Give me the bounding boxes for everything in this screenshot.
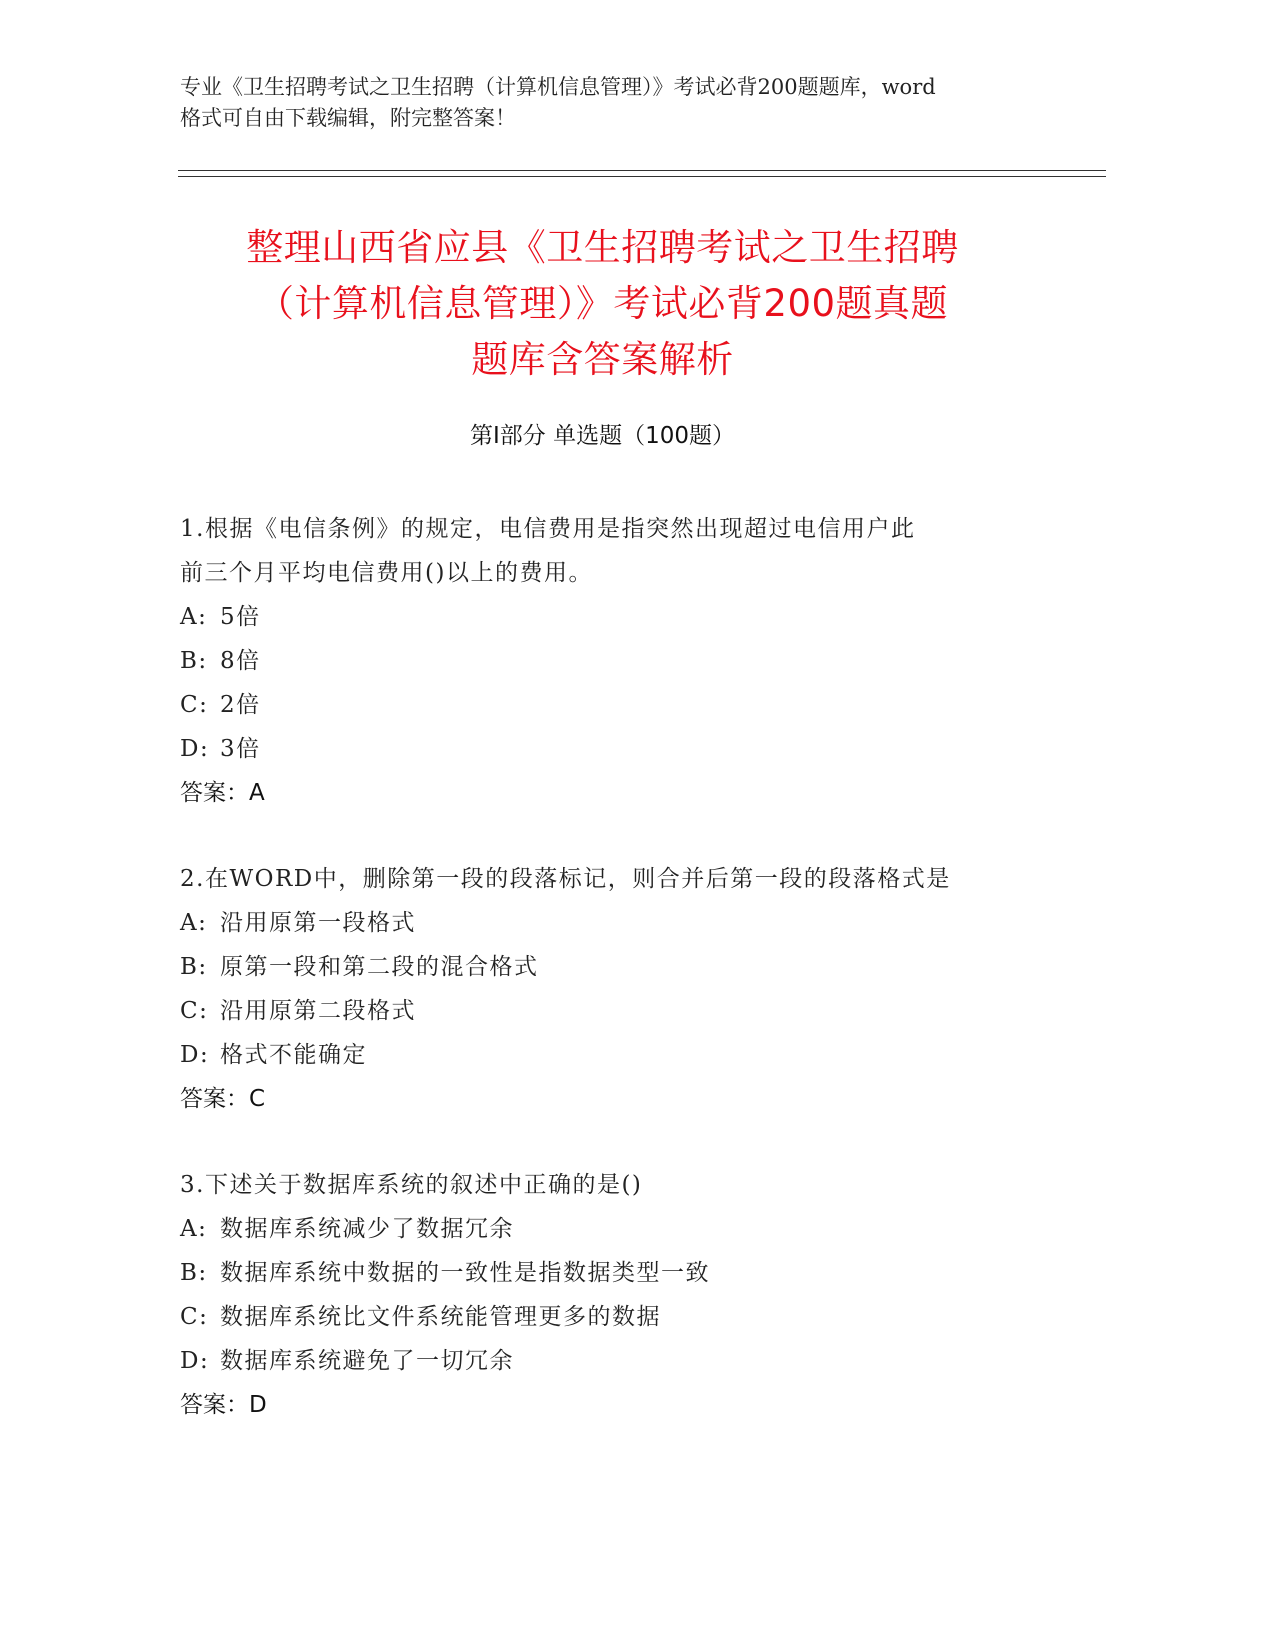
question-list [180, 507, 1060, 1469]
option-b [180, 639, 1060, 683]
option-key: C: [180, 692, 209, 718]
answer-label: 答案：C [180, 1086, 266, 1112]
option-text: 沿用原第二段格式 [220, 998, 416, 1024]
document-title [150, 220, 1055, 388]
document-header-note [180, 72, 1060, 134]
option-key: A: [180, 1216, 208, 1242]
option-key: D: [180, 1042, 210, 1068]
option-text: 5倍 [220, 604, 261, 630]
option-text: 数据库系统避免了一切冗余 [220, 1348, 514, 1374]
answer-label: 答案：A [180, 780, 265, 806]
option-text: 8倍 [220, 648, 261, 674]
section-heading: 第Ⅰ部分 单选题（100题） [470, 423, 735, 449]
option-text: 数据库系统减少了数据冗余 [220, 1216, 514, 1242]
option-c [180, 989, 1060, 1033]
question-stem: 1.根据《电信条例》的规定，电信费用是指突然出现超过电信用户此 [180, 516, 916, 542]
option-b [180, 945, 1060, 989]
option-c [180, 683, 1060, 727]
option-key: B: [180, 648, 208, 674]
title-line-1: 整理山西省应县《卫生招聘考试之卫生招聘 [246, 226, 959, 269]
option-text: 2倍 [220, 692, 261, 718]
option-b [180, 1251, 1060, 1295]
question-2 [180, 857, 1060, 1121]
question-stem: 3.下述关于数据库系统的叙述中正确的是() [180, 1172, 643, 1198]
answer-label: 答案：D [180, 1392, 267, 1418]
option-key: D: [180, 1348, 210, 1374]
option-text: 原第一段和第二段的混合格式 [220, 954, 539, 980]
option-text: 数据库系统中数据的一致性是指数据类型一致 [220, 1260, 710, 1286]
title-line-2: （计算机信息管理）》考试必背200题真题 [256, 282, 949, 325]
option-d [180, 1033, 1060, 1077]
question-3 [180, 1163, 1060, 1427]
option-a [180, 595, 1060, 639]
option-text: 沿用原第一段格式 [220, 910, 416, 936]
option-c [180, 1295, 1060, 1339]
option-key: A: [180, 604, 208, 630]
option-key: B: [180, 1260, 208, 1286]
option-d [180, 1339, 1060, 1383]
option-text: 数据库系统比文件系统能管理更多的数据 [220, 1304, 661, 1330]
title-line-3: 题库含答案解析 [471, 338, 734, 381]
header-divider-top [178, 170, 1106, 171]
option-key: B: [180, 954, 208, 980]
option-text: 3倍 [220, 736, 261, 762]
header-note-line-2: 格式可自由下载编辑，附完整答案！ [180, 106, 516, 130]
option-a [180, 901, 1060, 945]
header-note-line-1: 专业《卫生招聘考试之卫生招聘（计算机信息管理）》考试必背200题题库，word [180, 75, 936, 99]
option-a [180, 1207, 1060, 1251]
header-divider-bottom [178, 176, 1106, 177]
question-stem: 2.在WORD中，删除第一段的段落标记，则合并后第一段的段落格式是 [180, 866, 951, 892]
option-key: C: [180, 998, 209, 1024]
option-d [180, 727, 1060, 771]
option-key: D: [180, 736, 210, 762]
option-text: 格式不能确定 [220, 1042, 367, 1068]
question-1 [180, 507, 1060, 815]
option-key: A: [180, 910, 208, 936]
question-stem-continued: 前三个月平均电信费用()以上的费用。 [180, 560, 593, 586]
option-key: C: [180, 1304, 209, 1330]
